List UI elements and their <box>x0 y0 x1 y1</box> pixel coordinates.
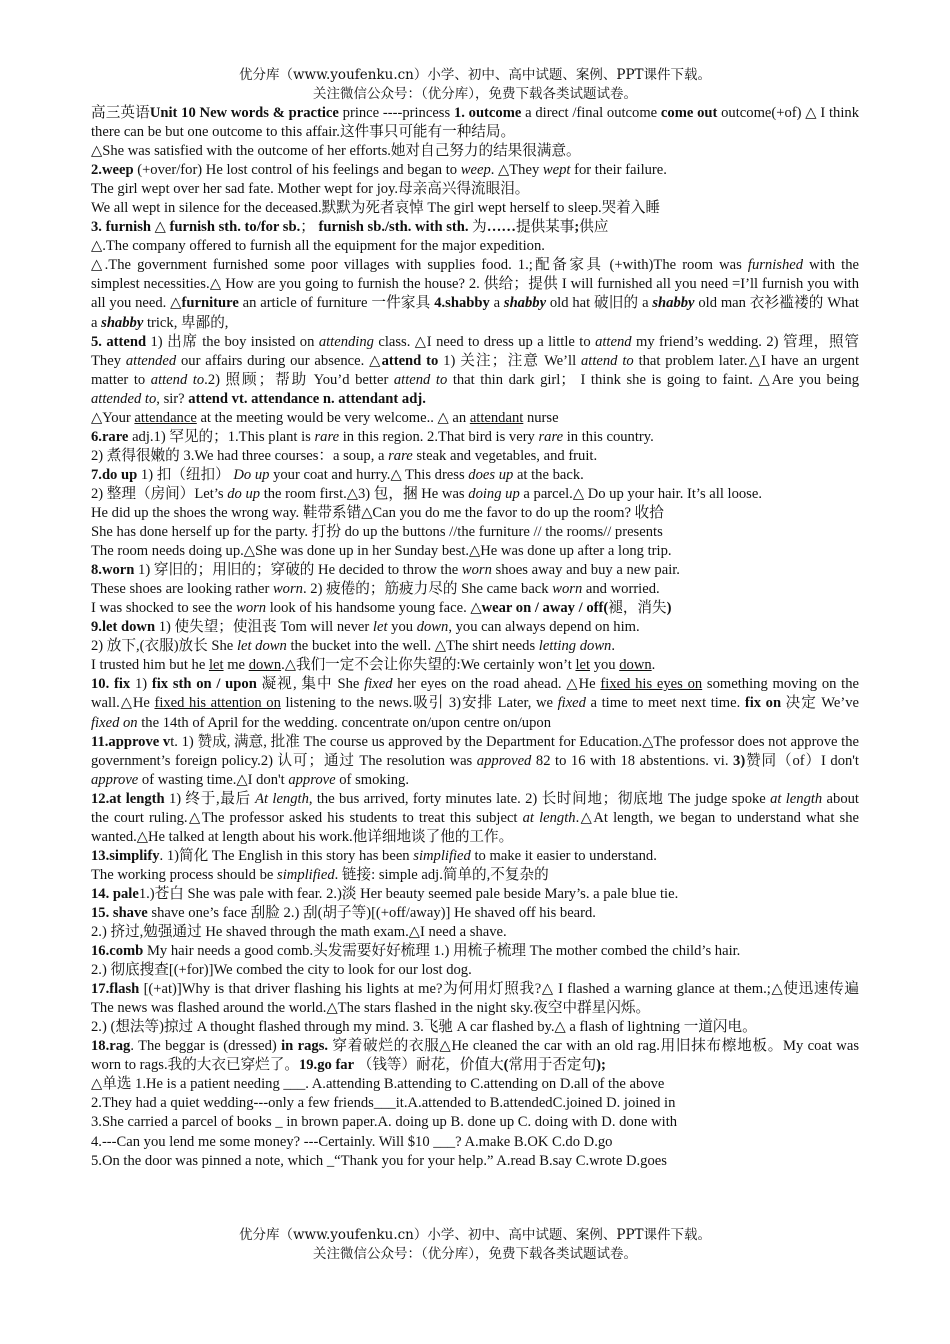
body-paragraph: She has done herself up for the party. 打扮 do up the buttons //the furniture // the rooms// presents <box>91 524 663 541</box>
body-paragraph: 9.let down 1) 使失望；使沮丧 Tom will never let you down, you can always depend on him. <box>91 619 640 636</box>
body-paragraph: 4.---Can you lend me some money? ---Certainly. Will $10 ___? A.make B.OK C.do D.go <box>91 1133 613 1150</box>
body-paragraph: △She was satisfied with the outcome of her efforts.她对自己努力的结果很满意。 <box>91 143 581 160</box>
body-paragraph: 18.rag. The beggar is (dressed) in rags. 穿着破烂的衣服△He cleaned the car with an old rag.用旧抹布檫地板。My coat was worn to rags.我的大衣已穿烂了。19.go far （钱等）耐花，价值大(常用于否定句); <box>91 1038 859 1074</box>
body-paragraph: 13.simplify. 1)简化 The English in this story has been simplified to make it easier to understand. <box>91 847 657 864</box>
body-paragraph: 2) 煮得很嫩的 3.We had three courses：a soup, a rare steak and vegetables, and fruit. <box>91 447 598 464</box>
footer-line-2: 关注微信公众号：（优分库），免费下载各类试题试卷。 <box>313 1246 637 1262</box>
body-paragraph: 17.flash [(+at)]Why is that driver flashing his lights at me?为何用灯照我?△ I flashed a warning glance at them.;△使迅速传遍 The news was flashed around the world.△The stars flashed in the night sky.夜空中群星闪烁。 <box>91 981 859 1017</box>
body-paragraph: 16.comb My hair needs a good comb.头发需要好好梳理 1.) 用梳子梳理 The mother combed the child’s hair. <box>91 943 741 960</box>
body-paragraph: 10. fix 1) fix sth on / upon 凝视, 集中 She fixed her eyes on the road ahead. △He fixed his eyes on something moving on the wall.△He fixed his attention on listening to the news.吸引 3)安排 Later, we fixed a time to meet next time. fix on 决定 We’ve fixed on the 14th of April for the wedding. concentrate on/upon centre on/upon <box>91 676 860 731</box>
body-paragraph: △单选 1.He is a patient needing ___. A.attending B.attending to C.attending on D.all of the above <box>91 1076 665 1093</box>
header-line-2: 关注微信公众号：（优分库），免费下载各类试题试卷。 <box>313 86 637 102</box>
body-paragraph: 7.do up 1) 扣（纽扣） Do up your coat and hurry.△ This dress does up at the back. <box>91 466 584 483</box>
body-paragraph: These shoes are looking rather worn. 2) 疲倦的；筋疲力尽的 She came back worn and worried. <box>91 581 660 598</box>
body-paragraph: 2.) 挤过,勉强通过 He shaved through the math exam.△I need a shave. <box>91 924 507 941</box>
body-paragraph: The working process should be simplified. 链接: simple adj.简单的,不复杂的 <box>91 866 549 883</box>
body-paragraph: 15. shave shave one’s face 刮脸 2.) 刮(胡子等)[(+off/away)] He shaved off his beard. <box>91 904 596 921</box>
body-paragraph: 12.at length 1) 终于,最后 At length, the bus arrived, forty minutes late. 2) 长时间地；彻底地 The judge spoke at length about the court ruling.△The professor asked his students to treat this subject at length.△At length, we began to understand what she wanted.△He talked at length about his work.他详细地谈了他的工作。 <box>91 790 860 845</box>
body-paragraph: 3.She carried a parcel of books _ in brown paper.A. doing up B. done up C. doing with D. done with <box>91 1114 678 1131</box>
body-paragraph: 5.On the door was pinned a note, which _“Thank you for your help.” A.read B.say C.wrote D.goes <box>91 1152 667 1169</box>
header-line-1: 优分库（www.youfenku.cn）小学、初中、高中试题、案例、PPT课件下载。 <box>238 67 712 83</box>
page-footer <box>0 1226 950 1264</box>
footer-line-1: 优分库（www.youfenku.cn）小学、初中、高中试题、案例、PPT课件下载。 <box>238 1227 712 1243</box>
body-paragraph: The room needs doing up.△She was done up in her Sunday best.△He was done up after a long trip. <box>91 543 672 560</box>
body-paragraph: △.The government furnished some poor villages with supplies food. 1.;配备家具 (+with)The room was furnished with the simplest necessities.△ How are you going to furnish the house? 2. 供给；提供 I will furnished all you need =I’ll furnish you with all you need. △furniture an article of furniture 一件家具 4.shabby a shabby old hat 破旧的 a shabby old man 衣衫褴褛的 What a shabby trick, 卑鄙的, <box>91 257 859 331</box>
body-paragraph: He did up the shoes the wrong way. 鞋带系错△Can you do me the favor to do up the room? 收拾 <box>91 504 664 521</box>
document-body <box>91 104 859 1171</box>
body-paragraph: △.The company offered to furnish all the equipment for the major expedition. <box>91 238 545 255</box>
body-paragraph: I trusted him but he let me down.△我们一定不会让你失望的:We certainly won’t let you down. <box>91 657 656 674</box>
body-paragraph: The girl wept over her sad fate. Mother wept for joy.母亲高兴得流眼泪。 <box>91 181 530 198</box>
body-paragraph: 11.approve vt. 1) 赞成, 满意, 批准 The course us approved by the Department for Education.△The professor does not approve the government’s foreign policy.2) 认可；通过 The resolution was approved 82 to 16 with 18 abstentions. vi. 3)赞同（of）I don't approve of wasting time.△I don't approve of smoking. <box>91 733 860 788</box>
body-paragraph: 2.weep (+over/for) He lost control of his feelings and began to weep. △They wept for their failure. <box>91 162 667 179</box>
body-paragraph: 2.) (想法等)掠过 A thought flashed through my mind. 3.飞驰 A car flashed by.△ a flash of lightning 一道闪电。 <box>91 1019 757 1036</box>
body-paragraph: 2.) 彻底搜查[(+for)]We combed the city to look for our lost dog. <box>91 962 472 979</box>
body-paragraph: 2.They had a quiet wedding---only a few friends___it.A.attended to B.attendedC.joined D. joined in <box>91 1095 676 1112</box>
body-paragraph: △Your attendance at the meeting would be very welcome.. △ an attendant nurse <box>91 409 559 426</box>
body-paragraph: 2) 放下,(衣服)放长 She let down the bucket into the well. △The shirt needs letting down. <box>91 638 616 655</box>
body-paragraph: 8.worn 1) 穿旧的；用旧的；穿破的 He decided to throw the worn shoes away and buy a new pair. <box>91 562 680 579</box>
body-paragraph: 高三英语Unit 10 New words & practice prince ----princess 1. outcome a direct /final outcome come out outcome(+of) △ I think there can be but one outcome to this affair.这件事只可能有一种结局。 <box>91 105 859 141</box>
body-paragraph: 6.rare adj.1) 罕见的；1.This plant is rare in this region. 2.That bird is very rare in this country. <box>91 428 654 445</box>
body-paragraph: 5. attend 1) 出席 the boy insisted on attending class. △I need to dress up a little to attend my friend’s wedding. 2) 管理，照管 They attended our affairs during our absence. △attend to 1) 关注；注意 We’ll attend to that problem later.△I have an urgent matter to attend to.2) 照顾；帮助 You’d better attend to that thin dark girl； I think she is going to faint. △Are you being attended to, sir? attend vt. attendance n. attendant adj. <box>91 333 859 407</box>
body-paragraph: I was shocked to see the worn look of his handsome young face. △wear on / away / off(褪，消失) <box>91 600 672 617</box>
body-paragraph: 2) 整理（房间）Let’s do up the room first.△3) 包，捆 He was doing up a parcel.△ Do up your hair. It’s all loose. <box>91 485 762 502</box>
body-paragraph: 3. furnish △ furnish sth. to/for sb.； furnish sb./sth. with sth. 为……提供某事;供应 <box>91 219 609 236</box>
body-paragraph: We all wept in silence for the deceased.默默为死者哀悼 The girl wept herself to sleep.哭着入睡 <box>91 200 661 217</box>
body-paragraph: 14. pale1.)苍白 She was pale with fear. 2.)淡 Her beauty seemed pale beside Mary’s. a pale blue tie. <box>91 885 679 902</box>
page-header <box>0 66 950 104</box>
